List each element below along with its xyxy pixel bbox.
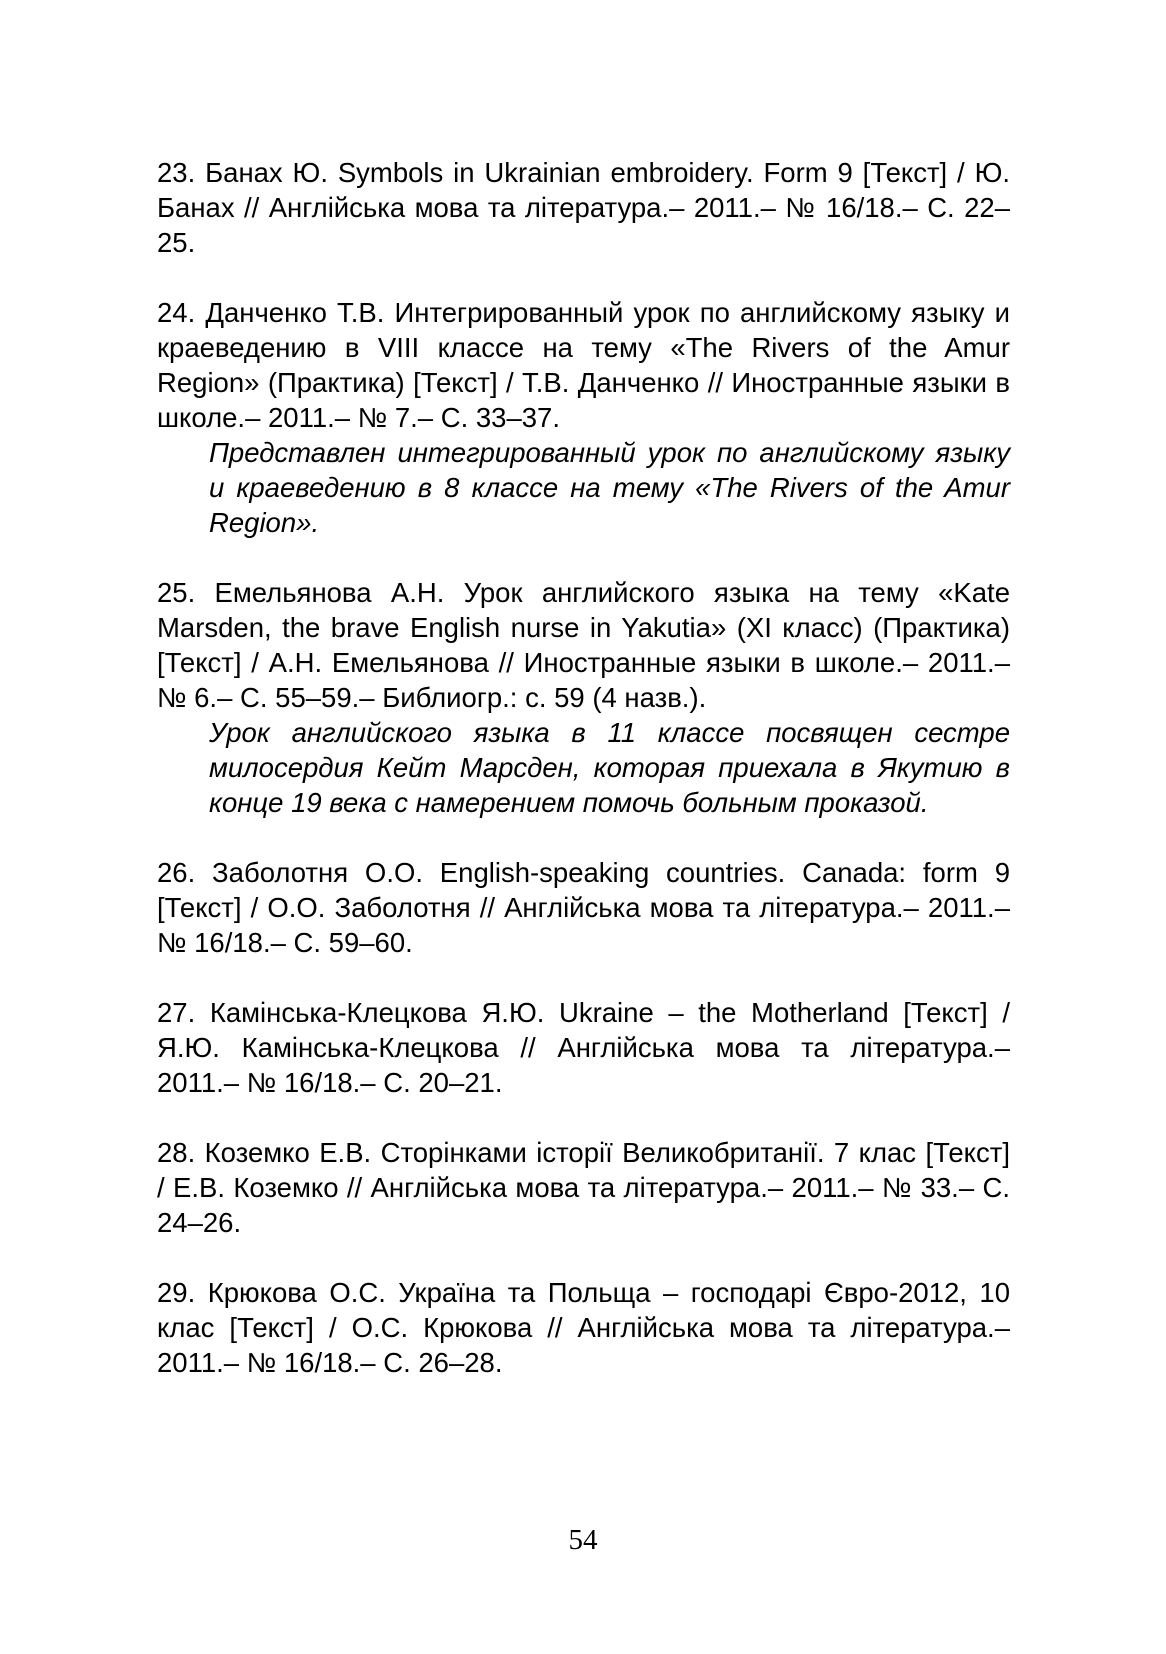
bibliography-entry-26 — [157, 855, 1010, 960]
entry-citation: 27. Камінська-Клецкова Я.Ю. Ukraine – the Motherland [Текст] / Я.Ю. Камінська-Клецкова // Англійська мова та література.– 2011.– № 16/18.– С. 20–21. — [157, 997, 1010, 1098]
entry-citation: 26. Заболотня О.О. English-speaking countries. Canada: form 9 [Текст] / О.О. Заболотня // Англійська мова та література.– 2011.– № 16/18.– С. 59–60. — [157, 857, 1010, 958]
entry-annotation: Представлен интегрированный урок по английскому языку и краеведению в 8 классе на тему «The Rivers of the Amur Region». — [209, 437, 1010, 538]
bibliography-list — [157, 155, 1010, 1415]
bibliography-entry-23 — [157, 155, 1010, 260]
entry-citation: 23. Банах Ю. Symbols in Ukrainian embroidery. Form 9 [Текст] / Ю. Банах // Англійська мова та література.– 2011.– № 16/18.– С. 22–25. — [157, 157, 1010, 258]
page-number: 54 — [568, 1524, 598, 1556]
bibliography-entry-29 — [157, 1275, 1010, 1380]
bibliography-entry-27 — [157, 995, 1010, 1100]
entry-citation: 29. Крюкова О.С. Україна та Польща – господарі Євро-2012, 10 клас [Текст] / О.С. Крюкова // Англійська мова та література.– 2011.– № 16/18.– С. 26–28. — [157, 1277, 1010, 1378]
entry-citation: 28. Коземко Е.В. Сторінками історії Великобританії. 7 клас [Текст] / Е.В. Коземко // Англійська мова та література.– 2011.– № 33.– С. 24–26. — [157, 1137, 1010, 1238]
bibliography-entry-24 — [157, 295, 1010, 540]
bibliography-entry-25 — [157, 575, 1010, 820]
bibliography-entry-28 — [157, 1135, 1010, 1240]
entry-citation: 25. Емельянова А.Н. Урок английского языка на тему «Kate Marsden, the brave English nurse in Yakutia» (XI класс) (Практика) [Текст] / А.Н. Емельянова // Иностранные языки в школе.– 2011.– № 6.– С. 55–59.– Библиогр.: с. 59 (4 назв.). — [157, 577, 1010, 713]
entry-citation: 24. Данченко Т.В. Интегрированный урок по английскому языку и краеведению в VIII классе на тему «The Rivers of the Amur Region» (Практика) [Текст] / Т.В. Данченко // Иностранные языки в школе.– 2011.– № 7.– С. 33–37. — [157, 297, 1010, 433]
entry-annotation: Урок английского языка в 11 классе посвящен сестре милосердия Кейт Марсден, которая приехала в Якутию в конце 19 века с намерением помочь больным проказой. — [209, 717, 1010, 818]
